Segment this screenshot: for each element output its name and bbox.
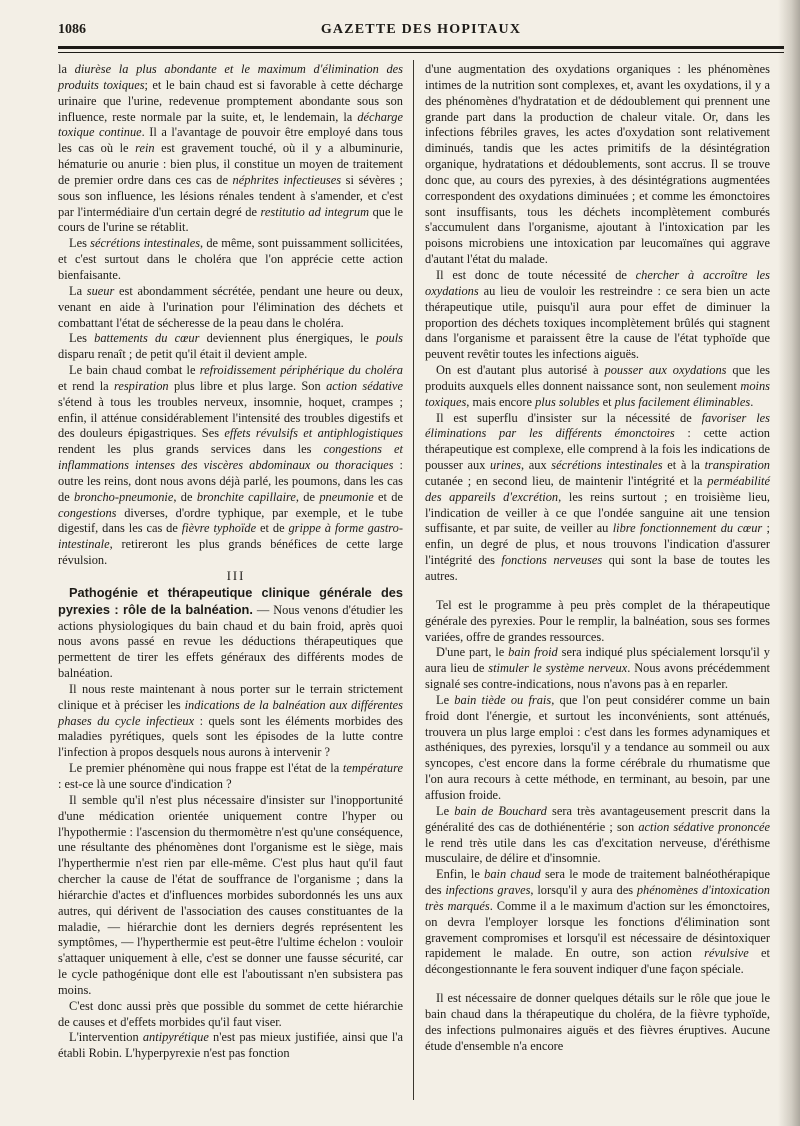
paragraph: Il nous reste maintenant à nous porter sur le terrain strictement clinique et à préciser les indications de la balnéation aux différentes phases du cycle infectieux : quels sont les éléments morbides des maladies pyrétiques, quels sont les épisodes de la lutte contre l'infection à propos desquels nous aurons à intervenir ?	[58, 681, 404, 760]
section-heading: Pathogénie et thérapeutique clinique générale des pyrexies : rôle de la balnéation.	[58, 584, 403, 617]
paragraph: La sueur est abondamment sécrétée, pendant une heure ou deux, venant en aide à l'urination pour l'élimination des déchets et combattant l'état de sécheresse de la peau dans le choléra.	[58, 283, 403, 330]
section-number: III	[226, 569, 246, 583]
paragraph: Il est donc de toute nécessité de chercher à accroître les oxydations au lieu de vouloir les restreindre : ce sera bien un acte thérapeutique utile, puisqu'il aura pour effet de diminuer la proportion des déchets toxiques incomplètement brûlés qui stagnent dans l'organisme et paraissent être la cause de l'état typhoïde que peuvent revêtir toutes les infections aiguës.	[425, 267, 770, 362]
paragraph: L'intervention antipyrétique n'est pas mieux justifiée, ainsi que l'a établi Robin. L'hyperpyrexie n'est pas fonction	[58, 1030, 403, 1061]
paragraph: Il est nécessaire de donner quelques détails sur le rôle que joue le bain chaud dans la thérapeutique du choléra, de la fièvre typhoïde, des infections pulmonaires aiguës et des fièvres éruptives. Aucune étude d'ensemble n'a encore	[425, 991, 770, 1053]
paragraph: D'une part, le bain froid sera indiqué plus spécialement lorsqu'il y aura lieu de stimuler le système nerveux. Nous avons précédemment signalé ses contre-indications, nous n'avons pas à en reparler.	[425, 645, 770, 692]
paragraph: Le bain tiède ou frais, que l'on peut considérer comme un bain froid dont l'énergie, et surtout les inconvénients, sont atténués, trouvera un plus large emploi : c'est dans les formes adynamiques et asthéniques, des pyrexies, lorsqu'il y a tendance au sommeil ou aux syncopes, c'est encore dans la forme cérébrale du rhumatisme que l'on aura recours à cette méthode, en terminant, au besoin, par une affusion froide.	[425, 692, 770, 802]
page-header	[58, 20, 784, 42]
paragraph: C'est donc aussi près que possible du sommet de cette hiérarchie de causes et d'effets morbides qu'il faut viser.	[58, 998, 403, 1029]
paragraph: Les sécrétions intestinales, de même, sont puissamment sollicitées, et c'est surtout dans le choléra que l'on apprécie cette action bienfaisante.	[58, 236, 403, 282]
paragraph: la diurèse la plus abondante et le maximum d'élimination des produits toxiques; et le bain chaud est si favorable à cette décharge urinaire que l'urine, redevenue promptement abondante sous son influence, reste normale par la suite, et, le lendemain, la décharge toxique continue. Il a l'avantage de pouvoir être employé dans tous les cas où le rein est gravement touché, où il y a albuminurie, hématurie ou anurie : bien plus, il constitue un moyen de traitement de premier ordre dans ces cas de néphrites infectieuses si sévères ; sous son influence, les lésions rénales tendent à s'amender, et c'est par l'intermédiaire d'un certain degré de restitutio ad integrum que le cours de l'urine se rétablit.	[58, 62, 404, 235]
column-divider	[413, 60, 414, 1100]
paragraph: Il est superflu d'insister sur la nécessité de favoriser les éliminations par les différents émonctoires : cette action thérapeutique est complexe, elle comprend à la fois les indications de pousser aux urines, aux sécrétions intestinales et à la transpiration cutanée ; en second lieu, de maintenir l'intégrité et la perméabilité des appareils d'excrétion, les reins surtout ; en troisième lieu, l'indication de veiller à ce que l'ondée sanguine ait une tension suffisante, et par suite, de veiller au libre fonctionnement du cœur ; enfin, un degré de plus, et nous trouvons l'indication d'assurer l'intégrité des fonctions nerveuses qui sont la base de toutes les autres.	[425, 410, 770, 583]
left-column	[58, 62, 403, 1062]
journal-title: GAZETTE DES HOPITAUX	[320, 22, 522, 37]
paragraph: Enfin, le bain chaud sera le mode de traitement balnéothérapique des infections graves, lorsqu'il y aura des phénomènes d'intoxication très marqués. Comme il a le maximum d'action sur les émonctoires, on devra l'employer lorsque les fonctions d'élimination sont gravement compromises et lorsqu'il est nécessaire de désintoxiquer rapidement le malade. En outre, son action révulsive et décongestionnante le fera souvent indiquer d'une façon spéciale.	[425, 867, 771, 977]
paragraph: Le premier phénomène qui nous frappe est l'état de la température : est-ce là une source d'indication ?	[58, 761, 403, 791]
paragraph: d'une augmentation des oxydations organiques : les phénomènes intimes de la nutrition sont complexes, et, avant les oxydations, il y a des phénomènes d'hydratation et de dédoublement qui prennent une grande part dans la production de chaleur vitale. Or, dans les infections fébriles graves, les actes d'oxydation sont relativement diminués, tandis que les actes primitifs de la désintégration organique, hydratations et dédoublements, sont accrus. Il se trouve donc que, au cours des pyrexies, à des désintégrations augmentées correspondent des oxydations diminuées ; et comme les émonctoires sont insuffisants, tous les déchets incomplètement comburés s'accumulent dans l'organisme, ajoutant à l'intoxication par les poisons microbiens une intoxication par leucomaïnes qui aggrave d'autant l'état du malade.	[425, 62, 770, 267]
paragraph: Il semble qu'il n'est plus nécessaire d'insister sur l'inopportunité d'une médication orientée uniquement contre l'hyper ou l'hypothermie : l'ascension du thermomètre n'est qu'une conséquence, une résultante des phénomènes dont l'organisme est le siège, mais l'hyperthermie n'est rien par elle-même. C'est plus haut qu'il faut chercher la cause de l'état de souffrance de l'organisme ; dans la hiérarchie d'actes et d'influences morbides subordonnés les uns aux autres, qui dérivent de l'association des causes constituantes de la maladie, — hiérarchie dont les derniers degrés représentent les symptômes, — l'hyperthermie est peut-être l'ultime échelon : vouloir s'attaquer uniquement à elle, c'est se donner une fausse sécurité, car le cycle pathogénique dont elle est l'aboutissant n'en subsistera pas moins.	[58, 792, 403, 997]
paragraph: Le bain chaud combat le refroidissement périphérique du choléra et rend la respiration plus libre et plus large. Son action sédative s'étend à tous les troubles nerveux, insomnie, hoquet, crampes ; enfin, il atténue considérablement l'intensité des troubles digestifs et des douleurs épigastriques. Ses effets révulsifs et antiphlogistiques rendent les plus grands services dans les congestions et inflammations intenses des viscères abdominaux ou thoraciques : outre les reins, dont nous avons déjà parlé, les poumons, dans les cas de broncho-pneumonie, de bronchite capillaire, de pneumonie et de congestions diverses, d'ordre typhique, par exemple, et le tube digestif, dans les cas de fièvre typhoïde et de grippe à forme gastro-intestinale, retireront les plus grands bénéfices de cette large révulsion.	[58, 363, 403, 568]
paragraph: Les battements du cœur deviennent plus énergiques, le pouls disparu renaît ; de petit qu'il était il devient ample.	[58, 331, 403, 362]
paragraph: On est d'autant plus autorisé à pousser aux oxydations que les produits auxquels elles donnent naissance sont, non seulement moins toxiques, mais encore plus solubles et plus facilement éliminables.	[425, 363, 770, 409]
page-edge-shadow	[778, 0, 800, 1126]
header-rule-thin	[58, 52, 784, 53]
paragraph: Tel est le programme à peu près complet de la thérapeutique générale des pyrexies. Pour le remplir, la balnéation, sous ses formes variées, offre de grandes ressources.	[425, 597, 770, 644]
paragraph: Le bain de Bouchard sera très avantageusement prescrit dans la généralité des cas de dothiénentérie ; son action sédative prononcée le rend très utile dans les cas d'excitation nerveuse, d'éréthisme musculaire, de délire et d'insomnie.	[425, 803, 771, 866]
section-heading-paragraph: Pathogénie et thérapeutique clinique générale des pyrexies : rôle de la balnéation. — Nous venons d'étudier les actions physiologiques du bain chaud et du bain froid, après quoi nous avons passé en revue les déductions thérapeutiques que permettent de tirer les effets généraux des différents modes de balnéation.	[58, 584, 403, 681]
right-column	[425, 62, 770, 1054]
header-rule-thick	[58, 46, 784, 49]
page-number: 1086	[58, 22, 86, 37]
